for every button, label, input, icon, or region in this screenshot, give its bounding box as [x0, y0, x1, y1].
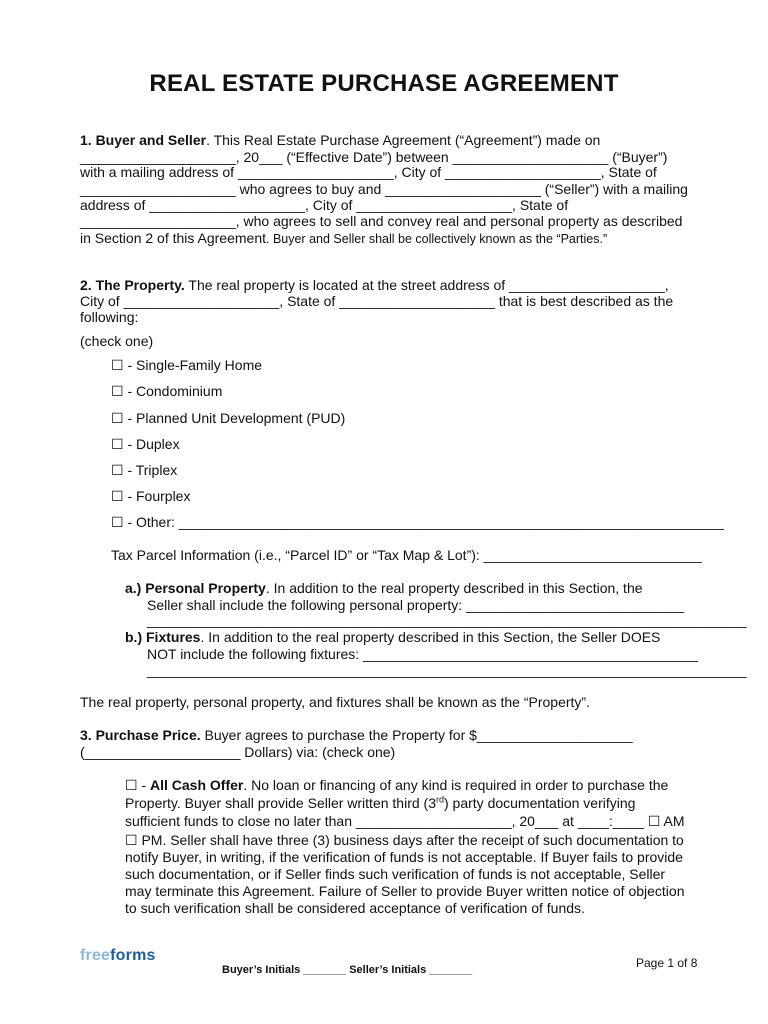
option-triplex[interactable]: ☐ - Triplex — [111, 462, 178, 478]
section1-line-3: with a mailing address of ____________________, City of ____________________, State of — [80, 164, 657, 180]
page-number: Page 1 of 8 — [636, 956, 698, 970]
section1-line-4: ____________________ who agrees to buy and ____________________ (“Seller”) with a mailing — [80, 181, 688, 197]
personal-property-line-1 — [125, 580, 643, 596]
cash-offer-line-7: may terminate this Agreement. Failure of Seller to provide Buyer written notice of objection — [125, 883, 685, 899]
cash-offer-text-2a: Property. Buyer shall provide Seller written third (3 — [125, 795, 436, 811]
fixtures-line-1 — [125, 629, 660, 645]
section2-text-1: The real property is located at the street address of ____________________, — [184, 277, 669, 293]
section3-heading: 3. Purchase Price. — [80, 727, 201, 743]
initials-line[interactable]: Buyer’s Initials _______ Seller’s Initials _______ — [222, 964, 473, 976]
cash-offer-checkbox[interactable]: ☐ - — [125, 777, 150, 793]
section1-text-7a: in Section 2 of this Agreement — [80, 230, 266, 246]
personal-property-heading: Personal Property — [145, 580, 266, 596]
section1-text-7b: . Buyer and Seller shall be collectively known as the “Parties.” — [266, 232, 608, 246]
check-one-label: (check one) — [80, 333, 154, 349]
cash-offer-line-5: notify Buyer, in writing, if the verification of funds is not acceptable. If Buyer fails to provide — [125, 849, 683, 865]
tax-parcel-line[interactable]: Tax Parcel Information (i.e., “Parcel ID” or “Tax Map & Lot”): ____________________________ — [111, 547, 702, 563]
document-title: REAL ESTATE PURCHASE AGREEMENT — [149, 70, 619, 97]
section3-line-1 — [80, 727, 633, 743]
section2-heading: 2. The Property. — [80, 277, 185, 293]
option-single-family-home[interactable]: ☐ - Single-Family Home — [111, 357, 263, 373]
section1-line-5: address of ____________________, City of ____________________, State of — [80, 197, 569, 213]
section3-text-1: Buyer agrees to purchase the Property for $____________________ — [200, 727, 633, 743]
cash-offer-line-2 — [125, 795, 635, 811]
cash-offer-text-1: . No loan or financing of any kind is required in order to purchase the — [243, 777, 669, 793]
option-pud[interactable]: ☐ - Planned Unit Development (PUD) — [111, 410, 346, 426]
section1-line-2: ____________________, 20___ (“Effective Date”) between ____________________ (“Buyer”) — [80, 149, 668, 165]
cash-offer-text-2b: ) party documentation verifying — [444, 795, 636, 811]
section1-text-1: . This Real Estate Purchase Agreement (“Agreement”) made on — [206, 132, 601, 148]
freeforms-logo — [80, 947, 156, 965]
option-fourplex[interactable]: ☐ - Fourplex — [111, 488, 191, 504]
section1-line-1 — [80, 132, 600, 148]
fixtures-line-2[interactable]: NOT include the following fixtures: ___________________________________________ — [147, 646, 698, 662]
section1-line-6: ____________________, who agrees to sell and convey real and personal property as described — [80, 213, 683, 229]
superscript-rd: rd — [435, 794, 444, 805]
cash-offer-line-1 — [125, 777, 668, 793]
section2-line-2: City of ____________________, State of ____________________ that is best described as the — [80, 293, 674, 309]
section1-line-7 — [80, 230, 607, 247]
section3-line-2: (____________________ Dollars) via: (check one) — [80, 744, 396, 760]
logo-free: free — [80, 947, 111, 964]
personal-property-line-3[interactable]: _____________________________________________________________________________ — [147, 612, 747, 628]
cash-offer-line-3[interactable]: sufficient funds to close no later than ____________________, 20___ at ____:____ ☐ AM — [125, 813, 685, 829]
item-b-label: b.) — [125, 629, 146, 645]
cash-offer-line-8: to such verification shall be considered acceptance of verification of funds. — [125, 900, 585, 916]
item-a-label: a.) — [125, 580, 146, 596]
section1-heading: 1. Buyer and Seller — [80, 132, 207, 148]
logo-forms: forms — [110, 947, 156, 964]
cash-offer-line-4: ☐ PM. Seller shall have three (3) business days after the receipt of such documentation to — [125, 832, 684, 848]
section2-line-1 — [80, 277, 669, 293]
cash-offer-line-6: such documentation, or if Seller finds such verification of funds is not acceptable, Seller — [125, 866, 666, 882]
option-duplex[interactable]: ☐ - Duplex — [111, 436, 180, 452]
personal-property-line-2[interactable]: Seller shall include the following personal property: ____________________________ — [147, 597, 685, 613]
property-known-as: The real property, personal property, and fixtures shall be known as the “Property”. — [80, 694, 590, 710]
fixtures-text-1: . In addition to the real property described in this Section, the Seller DOES — [200, 629, 661, 645]
option-other[interactable]: ☐ - Other: ______________________________________________________________________ — [111, 514, 724, 530]
cash-offer-heading: All Cash Offer — [150, 777, 244, 793]
option-condominium[interactable]: ☐ - Condominium — [111, 383, 223, 399]
personal-property-text-1: . In addition to the real property described in this Section, the — [265, 580, 643, 596]
fixtures-heading: Fixtures — [146, 629, 201, 645]
fixtures-line-3[interactable]: _____________________________________________________________________________ — [147, 662, 747, 678]
section2-line-3: following: — [80, 309, 139, 325]
